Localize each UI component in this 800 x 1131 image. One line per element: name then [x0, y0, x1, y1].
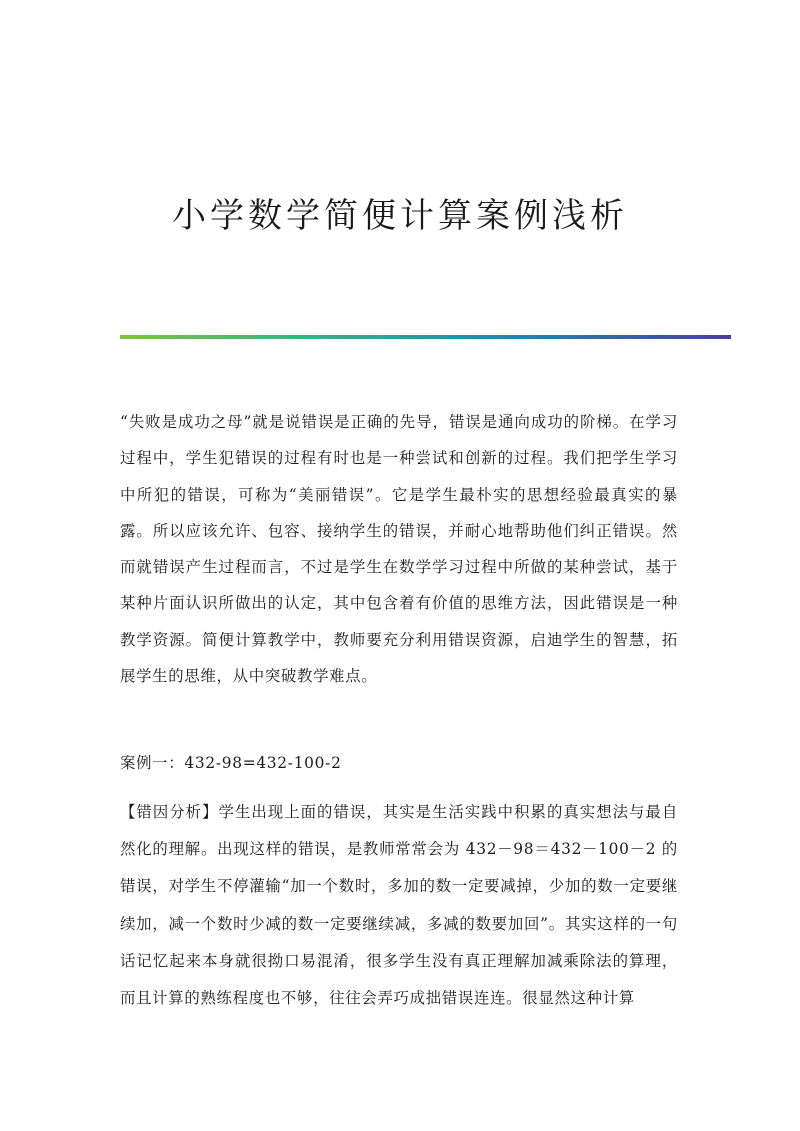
intro-paragraph: “失败是成功之母”就是说错误是正确的先导，错误是通向成功的阶梯。在学习过程中，学生犯错误的过程有时也是一种尝试和创新的过程。我们把学生学习中所犯的错误，可称为“美丽错误”。它是学生最朴实的思想经验最真实的暴露。所以应该允许、包容、接纳学生的错误，并耐心地帮助他们纠正错误。然而就错误产生过程而言，不过是学生在数学学习过程中所做的某种尝试，基于某种片面认识所做出的认定，其中包含着有价值的思维方法，因此错误是一种教学资源。简便计算教学中，教师要充分利用错误资源，启迪学生的智慧，拓展学生的思维，从中突破教学难点。: [120, 413, 678, 686]
document-title: 小学数学简便计算案例浅析: [172, 196, 628, 236]
case-heading: 案例一：432-98=432-100-2: [120, 754, 342, 772]
title-divider: [120, 335, 731, 339]
analysis-paragraph: 【错因分析】学生出现上面的错误，其实是生活实践中积累的真实想法与最自然化的理解。出现这样的错误，是教师常常会为 432－98＝432－100－2 的错误，对学生不停灌输“加一个数时，多加的数一定要减掉，少加的数一定要继续加，减一个数时少减的数一定要继续减，多减的数要加回”。其实这样的一句话记忆起来本身就很拗口易混淆，很多学生没有真正理解加减乘除法的算理，而且计算的熟练程度也不够，往往会弄巧成拙错误连连。很显然这种计算: [120, 803, 678, 1008]
